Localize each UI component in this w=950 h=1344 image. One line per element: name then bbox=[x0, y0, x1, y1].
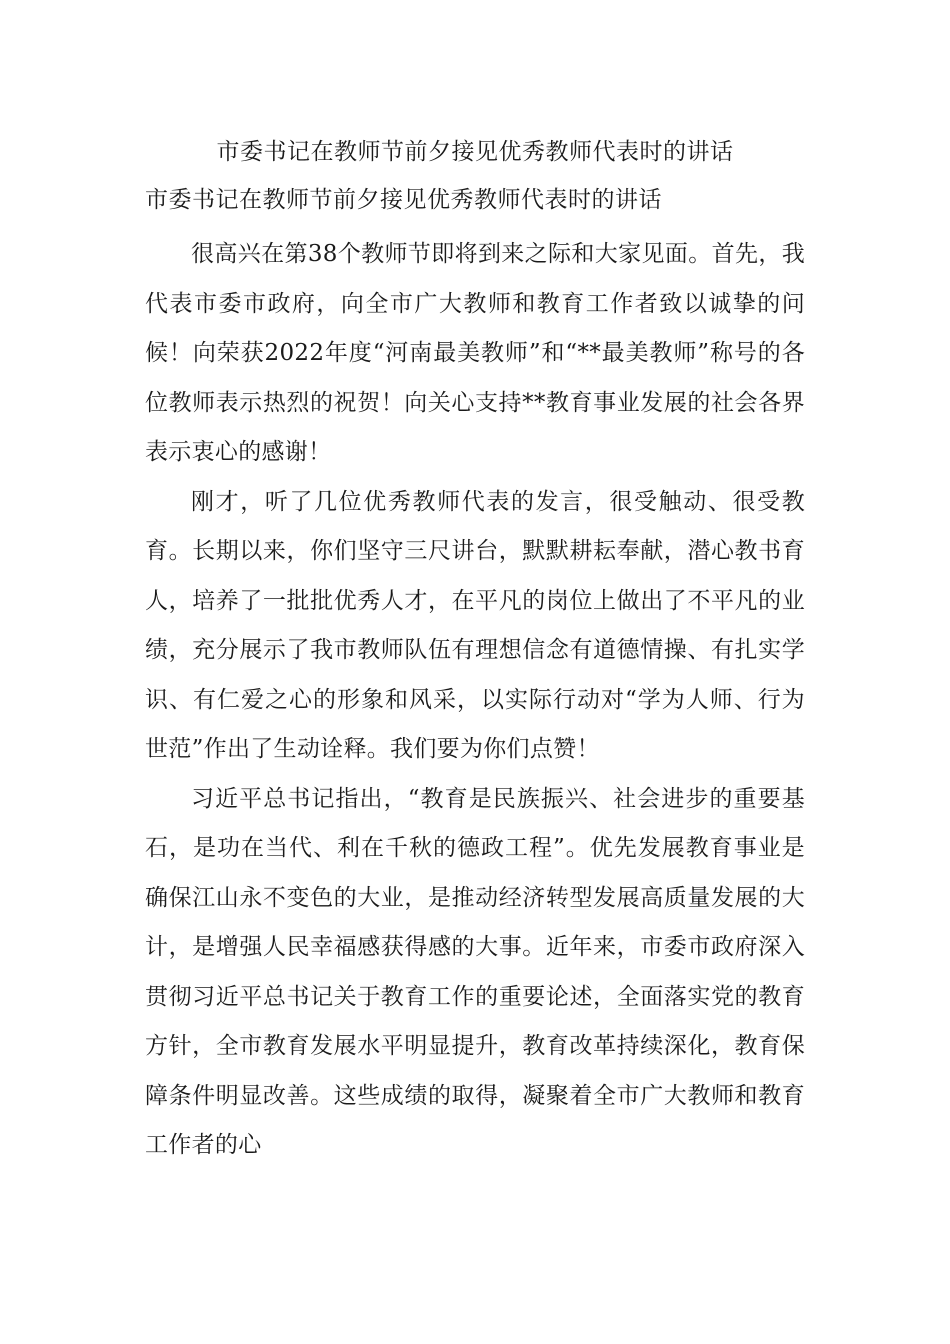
document-subtitle: 市委书记在教师节前夕接见优秀教师代表时的讲话 bbox=[145, 187, 662, 213]
paragraph-1: 很高兴在第38个教师节即将到来之际和大家见面。首先，我代表市委市政府，向全市广大教师和教育工作者致以诚挚的问候！向荣获2022年度“河南最美教师”和“**最美教师”称号的各位教师表示热烈的祝贺！向关心支持**教育事业发展的社会各界表示衷心的感谢！ bbox=[145, 241, 805, 465]
document-body bbox=[145, 230, 805, 1171]
paragraph-3: 习近平总书记指出，“教育是民族振兴、社会进步的重要基石，是功在当代、利在千秋的德政工程”。优先发展教育事业是确保江山永不变色的大业，是推动经济转型发展高质量发展的大计，是增强人民幸福感获得感的大事。近年来，市委市政府深入贯彻习近平总书记关于教育工作的重要论述，全面落实党的教育方针，全市教育发展水平明显提升，教育改革持续深化，教育保障条件明显改善。这些成绩的取得，凝聚着全市广大教师和教育工作者的心 bbox=[145, 785, 805, 1158]
paragraph-2: 刚才，听了几位优秀教师代表的发言，很受触动、很受教育。长期以来，你们坚守三尺讲台，默默耕耘奉献，潜心教书育人，培养了一批批优秀人才，在平凡的岗位上做出了不平凡的业绩，充分展示了我市教师队伍有理想信念有道德情操、有扎实学识、有仁爱之心的形象和风采，以实际行动对“学为人师、行为世范”作出了生动诠释。我们要为你们点赞！ bbox=[145, 488, 805, 762]
document-title: 市委书记在教师节前夕接见优秀教师代表时的讲话 bbox=[216, 139, 734, 165]
